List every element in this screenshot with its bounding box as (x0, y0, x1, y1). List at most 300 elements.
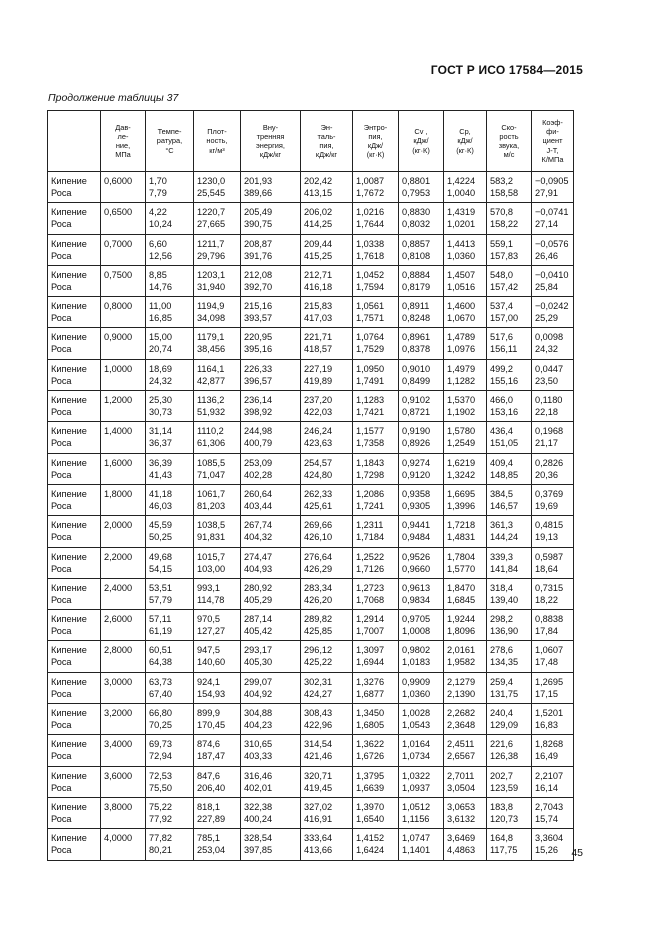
cell-pressure (101, 578, 146, 609)
cell-jt (532, 453, 574, 484)
cell-value: 151,05 (490, 438, 519, 449)
cell-sound-speed (487, 453, 532, 484)
cell-cp (444, 797, 487, 828)
table-row (48, 672, 574, 703)
cell-enthalpy (301, 610, 353, 641)
cell-value: 0,9484 (402, 532, 431, 543)
cell-value: Роса (51, 250, 72, 261)
cell-value: 202,7 (490, 770, 513, 781)
page-number: 45 (571, 847, 583, 859)
cell-value: 947,5 (197, 645, 220, 656)
cell-phase (48, 516, 101, 547)
cell-value: 548,0 (490, 269, 513, 280)
cell-value: −0,0576 (535, 238, 569, 249)
cell-jt (532, 328, 574, 359)
cell-value: 27,14 (535, 219, 558, 230)
table-row (48, 234, 574, 265)
cell-cp (444, 829, 487, 860)
cell-value: 157,83 (490, 250, 519, 261)
cell-cp (444, 359, 487, 390)
cell-jt (532, 829, 574, 860)
cell-value: 1,0008 (402, 626, 431, 637)
cell-value: 25,545 (197, 188, 226, 198)
cell-value: 424,80 (304, 469, 333, 480)
cell-value: 818,1 (197, 801, 220, 812)
cell-value: 1,8096 (447, 626, 476, 637)
cell-value: 278,6 (490, 645, 513, 656)
cell-value: Кипение (51, 426, 87, 437)
cell-temperature (146, 672, 194, 703)
cell-value: 1,1401 (402, 845, 431, 856)
cell-value: 254,57 (304, 457, 333, 468)
cell-value: 405,29 (244, 594, 273, 605)
cell-value: 45,59 (149, 520, 172, 531)
cell-value: 3,6469 (447, 833, 476, 844)
cell-value: 0,2826 (535, 457, 564, 468)
cell-value: 156,11 (490, 344, 518, 355)
cell-cp (444, 328, 487, 359)
cell-value: 1,7068 (356, 594, 385, 605)
cell-value: 1,7298 (356, 469, 385, 480)
cell-density (194, 547, 241, 578)
cell-value: 1,5201 (535, 708, 564, 719)
cell-value: 1,3097 (356, 645, 385, 656)
cell-value: 153,16 (490, 407, 519, 418)
cell-value: 1,0028 (402, 708, 431, 719)
cell-value: 144,24 (490, 532, 519, 543)
cell-value: 1,7421 (356, 407, 385, 418)
cell-enthalpy (301, 484, 353, 515)
cell-entropy (353, 547, 399, 578)
cell-internal-energy (241, 484, 301, 515)
cell-internal-energy (241, 391, 301, 422)
cell-cv (399, 672, 444, 703)
cell-value: 1,3242 (447, 469, 476, 480)
cell-value: 3,3604 (535, 833, 564, 844)
table-header-row (48, 111, 574, 172)
cell-value: 1,6639 (356, 782, 385, 793)
cell-value: 16,83 (535, 720, 558, 731)
cell-cp (444, 516, 487, 547)
cell-value: Кипение (51, 395, 87, 406)
cell-value: 1,0543 (402, 720, 431, 731)
cell-enthalpy (301, 172, 353, 203)
cell-value: 422,03 (304, 407, 333, 418)
cell-value: 405,42 (244, 626, 273, 637)
cell-value: 1203,1 (197, 269, 226, 280)
cell-value: 51,932 (197, 407, 226, 418)
cell-value: 120,73 (490, 813, 519, 824)
table-row (48, 172, 574, 203)
cell-jt (532, 297, 574, 328)
table-row (48, 829, 574, 860)
table-row (48, 516, 574, 547)
cell-temperature (146, 766, 194, 797)
cell-density (194, 453, 241, 484)
cell-value: 1,0338 (356, 238, 385, 249)
column-header-cp: Cp, кДж/ (кг·К) (444, 111, 487, 172)
cell-value: 63,73 (149, 676, 172, 687)
cell-value: 117,75 (490, 845, 518, 856)
cell-value: 226,33 (244, 363, 273, 374)
cell-value: 16,85 (149, 313, 172, 324)
cell-value: 202,42 (304, 176, 333, 186)
cell-value: 206,02 (304, 207, 333, 218)
cell-value: 422,96 (304, 720, 333, 731)
cell-value: 874,6 (197, 739, 220, 750)
cell-value: 361,3 (490, 520, 513, 531)
standard-designation: ГОСТ Р ИСО 17584—2015 (430, 63, 583, 77)
cell-value: 3,2000 (104, 708, 133, 719)
cell-value: 24,32 (535, 344, 558, 355)
cell-value: 1,0950 (356, 363, 385, 374)
cell-entropy (353, 641, 399, 672)
cell-enthalpy (301, 453, 353, 484)
cell-value: 11,00 (149, 301, 172, 312)
cell-value: 187,47 (197, 751, 226, 762)
cell-value: 2,3648 (447, 720, 476, 731)
cell-value: 29,796 (197, 250, 226, 261)
cell-value: 0,9102 (402, 395, 431, 406)
cell-value: 23,50 (535, 375, 558, 386)
cell-cv (399, 453, 444, 484)
cell-value: 1136,2 (197, 395, 225, 406)
cell-value: 72,94 (149, 751, 172, 762)
cell-value: 17,48 (535, 657, 558, 668)
cell-value: 1,4600 (447, 301, 476, 312)
cell-value: 1,0512 (402, 801, 431, 812)
cell-value: 416,91 (304, 813, 333, 824)
cell-value: 0,9120 (402, 469, 431, 480)
cell-entropy (353, 391, 399, 422)
cell-value: Кипение (51, 801, 87, 812)
cell-enthalpy (301, 641, 353, 672)
cell-value: 466,0 (490, 395, 513, 406)
cell-value: 1,5370 (447, 395, 476, 406)
cell-value: 1,2086 (356, 488, 385, 499)
cell-value: 1,7126 (356, 563, 385, 574)
cell-value: 899,9 (197, 708, 220, 719)
cell-cv (399, 422, 444, 453)
cell-pressure (101, 391, 146, 422)
cell-enthalpy (301, 578, 353, 609)
cell-value: 46,03 (149, 500, 172, 511)
cell-value: 314,54 (304, 739, 333, 750)
cell-pressure (101, 547, 146, 578)
cell-value: 18,64 (535, 563, 558, 574)
cell-cv (399, 797, 444, 828)
cell-value: 75,50 (149, 782, 172, 793)
cell-value: 1,70 (149, 176, 167, 186)
table-body (48, 172, 574, 861)
cell-enthalpy (301, 797, 353, 828)
cell-value: 1,3795 (356, 770, 385, 781)
cell-value: 0,8108 (402, 250, 431, 261)
cell-value: 14,76 (149, 281, 172, 292)
cell-value: 1,6000 (104, 457, 133, 468)
cell-value: 16,14 (535, 782, 558, 793)
cell-value: 1,0764 (356, 332, 385, 343)
cell-value: Роса (51, 438, 72, 449)
cell-value: 417,03 (304, 313, 333, 324)
cell-cp (444, 484, 487, 515)
cell-value: Кипение (51, 269, 87, 280)
cell-value: Кипение (51, 457, 87, 468)
cell-value: 269,66 (304, 520, 333, 531)
cell-cv (399, 641, 444, 672)
cell-value: 570,8 (490, 207, 513, 218)
cell-value: 148,85 (490, 469, 519, 480)
cell-value: 1,2549 (447, 438, 476, 449)
cell-value: 69,73 (149, 739, 172, 750)
cell-phase (48, 484, 101, 515)
cell-value: 426,10 (304, 532, 333, 543)
cell-sound-speed (487, 578, 532, 609)
cell-value: 1,1283 (356, 395, 385, 406)
cell-value: 0,6500 (104, 207, 133, 218)
cell-value: 2,0000 (104, 520, 133, 531)
cell-cv (399, 203, 444, 234)
cell-value: 1,3996 (447, 500, 476, 511)
cell-value: 1,1902 (447, 407, 476, 418)
cell-temperature (146, 547, 194, 578)
cell-value: 19,13 (535, 532, 558, 543)
cell-value: Роса (51, 626, 72, 637)
cell-density (194, 610, 241, 641)
cell-jt (532, 359, 574, 390)
cell-jt (532, 516, 574, 547)
cell-value: 70,25 (149, 720, 172, 731)
cell-value: 333,64 (304, 833, 333, 844)
cell-value: 327,02 (304, 801, 333, 812)
cell-value: 1,2695 (535, 676, 564, 687)
cell-value: 583,2 (490, 176, 513, 186)
cell-phase (48, 359, 101, 390)
table-row (48, 359, 574, 390)
cell-value: Роса (51, 407, 72, 418)
cell-value: 404,23 (244, 720, 273, 731)
cell-enthalpy (301, 735, 353, 766)
cell-phase (48, 547, 101, 578)
table-row (48, 766, 574, 797)
cell-value: 310,65 (244, 739, 273, 750)
cell-value: 400,24 (244, 813, 273, 824)
cell-value: 1,9244 (447, 614, 476, 625)
cell-value: 54,15 (149, 563, 172, 574)
cell-enthalpy (301, 766, 353, 797)
cell-value: 0,8721 (402, 407, 431, 418)
cell-value: 402,28 (244, 469, 273, 480)
cell-value: 212,71 (304, 269, 333, 280)
cell-value: 1,3276 (356, 676, 385, 687)
cell-value: 164,8 (490, 833, 513, 844)
cell-value: Роса (51, 219, 72, 230)
cell-cp (444, 641, 487, 672)
cell-value: Роса (51, 720, 72, 731)
cell-value: 2,7043 (535, 801, 564, 812)
cell-value: 308,43 (304, 708, 333, 719)
cell-value: 1,5780 (447, 426, 476, 437)
cell-entropy (353, 516, 399, 547)
cell-cv (399, 829, 444, 860)
cell-cp (444, 297, 487, 328)
cell-value: 425,85 (304, 626, 333, 637)
cell-entropy (353, 578, 399, 609)
cell-value: 0,9305 (402, 500, 431, 511)
cell-value: 1110,2 (197, 426, 224, 437)
cell-cp (444, 672, 487, 703)
cell-value: 499,2 (490, 363, 513, 374)
cell-value: 0,8179 (402, 281, 431, 292)
cell-entropy (353, 829, 399, 860)
cell-value: 1,7184 (356, 532, 385, 543)
cell-cp (444, 203, 487, 234)
cell-value: 64,38 (149, 657, 172, 668)
cell-enthalpy (301, 672, 353, 703)
cell-internal-energy (241, 297, 301, 328)
cell-value: 318,4 (490, 582, 513, 593)
cell-value: 1,3970 (356, 801, 385, 812)
cell-temperature (146, 484, 194, 515)
cell-jt (532, 547, 574, 578)
cell-value: 157,00 (490, 313, 519, 324)
cell-value: 6,60 (149, 238, 167, 249)
cell-internal-energy (241, 359, 301, 390)
cell-value: Кипение (51, 676, 87, 687)
cell-value: 2,1279 (447, 676, 476, 687)
cell-pressure (101, 672, 146, 703)
cell-entropy (353, 203, 399, 234)
cell-value: 27,91 (535, 188, 558, 198)
cell-value: 419,45 (304, 782, 333, 793)
cell-temperature (146, 172, 194, 203)
cell-density (194, 359, 241, 390)
cell-value: 126,38 (490, 751, 519, 762)
cell-value: 0,9274 (402, 457, 431, 468)
cell-sound-speed (487, 391, 532, 422)
cell-value: 2,4000 (104, 582, 133, 593)
cell-jt (532, 766, 574, 797)
cell-pressure (101, 453, 146, 484)
cell-value: 1,0216 (356, 207, 385, 218)
cell-value: 993,1 (197, 582, 220, 593)
cell-value: 80,21 (149, 845, 172, 856)
cell-value: 413,66 (304, 845, 333, 856)
cell-value: 227,19 (304, 363, 333, 374)
table-row (48, 391, 574, 422)
cell-cp (444, 453, 487, 484)
cell-value: 1230,0 (197, 176, 226, 186)
cell-value: 1,6219 (447, 457, 476, 468)
cell-value: 50,25 (149, 532, 172, 543)
cell-value: 16,49 (535, 751, 558, 762)
cell-value: 67,40 (149, 688, 172, 699)
column-header-temperature: Темпе- ратура, °С (146, 111, 194, 172)
cell-value: 274,47 (244, 551, 273, 562)
cell-pressure (101, 829, 146, 860)
cell-value: 31,14 (149, 426, 172, 437)
cell-value: 2,2107 (535, 770, 564, 781)
cell-cp (444, 172, 487, 203)
cell-value: 1,0452 (356, 269, 385, 280)
cell-value: 423,63 (304, 438, 333, 449)
cell-value: 1,4224 (447, 176, 476, 186)
cell-cp (444, 391, 487, 422)
cell-value: 127,27 (197, 626, 226, 637)
cell-value: 91,831 (197, 532, 226, 543)
cell-cv (399, 547, 444, 578)
cell-value: −0,0741 (535, 207, 569, 218)
cell-jt (532, 265, 574, 296)
cell-sound-speed (487, 422, 532, 453)
cell-value: 0,8378 (402, 344, 431, 355)
cell-cp (444, 766, 487, 797)
cell-value: 1,6944 (356, 657, 385, 668)
cell-jt (532, 578, 574, 609)
cell-value: 425,22 (304, 657, 333, 668)
cell-value: 1,7241 (356, 500, 385, 511)
cell-phase (48, 453, 101, 484)
cell-jt (532, 484, 574, 515)
cell-value: 559,1 (490, 238, 513, 249)
cell-internal-energy (241, 766, 301, 797)
cell-cp (444, 704, 487, 735)
cell-jt (532, 797, 574, 828)
cell-density (194, 735, 241, 766)
cell-value: Кипение (51, 708, 87, 719)
cell-value: 114,78 (197, 594, 225, 605)
cell-value: 77,82 (149, 833, 172, 844)
cell-temperature (146, 610, 194, 641)
cell-temperature (146, 516, 194, 547)
cell-value: 1,6805 (356, 720, 385, 731)
cell-pressure (101, 735, 146, 766)
column-header-cv: Cv , кДж/ (кг·К) (399, 111, 444, 172)
cell-value: 425,61 (304, 500, 333, 511)
cell-value: 1,4413 (447, 238, 476, 249)
cell-value: 0,9705 (402, 614, 431, 625)
cell-value: Кипение (51, 614, 87, 625)
cell-value: 296,12 (304, 645, 333, 656)
cell-internal-energy (241, 641, 301, 672)
cell-value: 1,4319 (447, 207, 476, 218)
cell-value: 1,2723 (356, 582, 385, 593)
cell-value: 42,877 (197, 375, 226, 386)
cell-value: 339,3 (490, 551, 513, 562)
cell-value: 170,45 (197, 720, 226, 731)
cell-value: 1,0747 (402, 833, 431, 844)
cell-density (194, 328, 241, 359)
cell-value: 31,940 (197, 281, 226, 292)
cell-entropy (353, 735, 399, 766)
cell-value: 0,8857 (402, 238, 431, 249)
cell-value: 60,51 (149, 645, 172, 656)
cell-cp (444, 610, 487, 641)
cell-density (194, 766, 241, 797)
cell-density (194, 172, 241, 203)
cell-density (194, 516, 241, 547)
cell-value: Роса (51, 594, 72, 605)
cell-value: 0,8926 (402, 438, 431, 449)
cell-value: 0,0098 (535, 332, 564, 343)
cell-value: 227,89 (197, 813, 226, 824)
cell-value: 1,0087 (356, 176, 385, 186)
cell-value: 1,0183 (402, 657, 431, 668)
cell-internal-energy (241, 547, 301, 578)
cell-value: 18,69 (149, 363, 172, 374)
cell-value: 1194,9 (197, 301, 225, 312)
cell-value: 0,1180 (535, 395, 563, 406)
